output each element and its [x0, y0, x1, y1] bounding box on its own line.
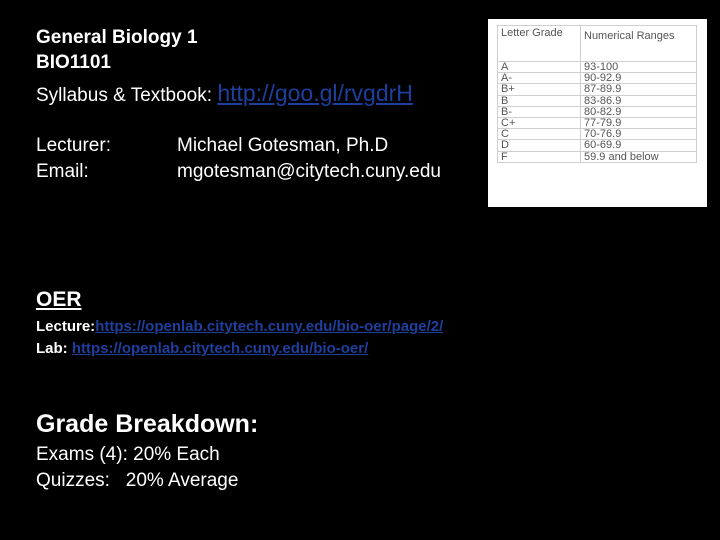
lab-link[interactable]: https://openlab.citytech.cuny.edu/bio-oer/ [71, 340, 369, 357]
letter-cell: B+ [498, 84, 581, 95]
letter-cell: A- [498, 73, 581, 84]
table-row [498, 140, 697, 151]
table-row [498, 62, 697, 73]
range-cell: 70-76.9 [581, 129, 697, 140]
oer-lab-line [36, 340, 368, 357]
table-row [498, 151, 697, 162]
table-row [498, 84, 697, 95]
letter-cell: D [498, 140, 581, 151]
letter-cell: F [498, 151, 581, 162]
table-row [498, 95, 697, 106]
range-cell: 60-69.9 [581, 140, 697, 151]
range-cell: 80-82.9 [581, 106, 697, 117]
range-cell: 77-79.9 [581, 118, 697, 129]
table-row [498, 73, 697, 84]
range-cell: 93-100 [581, 62, 697, 73]
letter-cell: C+ [498, 118, 581, 129]
exams-weight: Exams (4): 20% Each [36, 444, 220, 465]
letter-cell: C [498, 129, 581, 140]
letter-cell: B- [498, 106, 581, 117]
table-row [498, 129, 697, 140]
grade-table-image [488, 19, 707, 207]
table-row [498, 118, 697, 129]
letter-cell: B [498, 95, 581, 106]
quizzes-weight: Quizzes: 20% Average [36, 470, 239, 491]
oer-title: OER [36, 288, 82, 311]
range-cell: 59.9 and below [581, 151, 697, 162]
header-letter-grade: Letter Grade [498, 26, 581, 62]
grade-table-header [498, 26, 697, 62]
grade-breakdown-title: Grade Breakdown: [36, 410, 259, 438]
range-cell: 87-89.9 [581, 84, 697, 95]
range-cell: 83-86.9 [581, 95, 697, 106]
lecture-label: Lecture: [36, 318, 96, 335]
email-address: mgotesman@citytech.cuny.edu [177, 161, 441, 182]
course-code: BIO1101 [36, 52, 111, 73]
letter-cell: A [498, 62, 581, 73]
grade-table [497, 25, 697, 163]
syllabus-link[interactable]: http://goo.gl/rvgdrH [217, 80, 413, 106]
lab-label: Lab: [36, 340, 68, 357]
table-row [498, 106, 697, 117]
header-numerical-ranges: Numerical Ranges [581, 26, 697, 62]
lecture-link[interactable]: https://openlab.citytech.cuny.edu/bio-oer/page/2/ [95, 318, 444, 335]
oer-lecture-line [36, 318, 443, 335]
syllabus-label: Syllabus & Textbook: [36, 85, 213, 106]
email-label: Email: [36, 161, 89, 182]
lecturer-label: Lecturer: [36, 135, 111, 156]
syllabus-line [36, 80, 413, 107]
range-cell: 90-92.9 [581, 73, 697, 84]
course-name: General Biology 1 [36, 27, 198, 48]
lecturer-name: Michael Gotesman, Ph.D [177, 135, 389, 156]
